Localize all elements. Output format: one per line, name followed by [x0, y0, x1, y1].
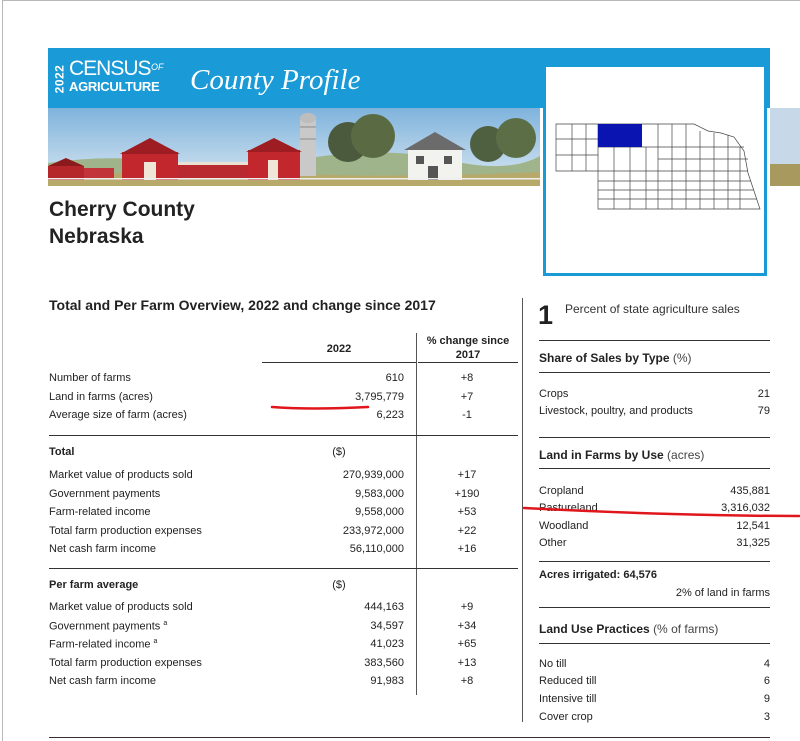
list-item: Livestock, poultry, and products 79 — [539, 405, 770, 417]
section-rule — [49, 435, 518, 436]
table-section-header: Per farm average ($) — [49, 579, 346, 591]
irrigated-percent: 2% of land in farms — [675, 587, 770, 599]
page-border-top — [2, 0, 800, 1]
list-item: No till 4 — [539, 658, 770, 670]
section-rule — [49, 568, 518, 569]
list-item: Other 31,325 — [539, 537, 770, 549]
cherry-county-highlight — [598, 124, 642, 147]
table-row: Land in farms (acres) 3,795,779 +7 — [49, 391, 474, 403]
county-title — [49, 196, 195, 250]
table-section-header: Total ($) — [49, 446, 346, 458]
table-row: Market value of products sold 270,939,000 +17 — [49, 469, 477, 481]
land-use-title: Land in Farms by Use (acres) — [539, 448, 705, 462]
table-row: Farm-related income 9,558,000 +53 — [49, 506, 477, 518]
header-rule — [418, 362, 518, 363]
footnote-mark: a — [153, 638, 158, 645]
footnote-mark: a — [163, 620, 168, 627]
overview-title: Total and Per Farm Overview, 2022 and change since 2017 — [49, 297, 436, 313]
state-rank-label: Percent of state agriculture sales — [565, 302, 740, 316]
column-header-change: % change since 2017 — [426, 335, 510, 361]
table-row: Government payments 9,583,000 +190 — [49, 488, 480, 500]
table-row: Net cash farm income 56,110,000 +16 — [49, 543, 477, 555]
red-underline-annotation — [270, 404, 370, 412]
header-rule — [262, 362, 416, 363]
table-row: Net cash farm income 91,983 +8 — [49, 675, 474, 687]
census-logo-word: CENSUS — [69, 57, 151, 80]
farm-photo — [48, 108, 540, 186]
table-row: Farm-related income $^a$ 41,023 +65 — [49, 638, 477, 651]
county-name: Cherry County — [49, 198, 195, 221]
list-item: Cropland 435,881 — [539, 485, 770, 497]
column-header-year: 2022 — [326, 343, 352, 355]
state-name: Nebraska — [49, 225, 144, 248]
state-rank: 1 — [538, 300, 554, 330]
census-logo-agriculture: AGRICULTURE — [69, 79, 160, 94]
section-rule — [539, 437, 770, 438]
table-row: Government payments $^a$ 34,597 +34 — [49, 620, 477, 633]
census-logo-of: OF — [151, 62, 164, 72]
table-row: Total farm production expenses 233,972,000 +22 — [49, 525, 477, 537]
acres-irrigated: Acres irrigated: 64,576 — [539, 569, 658, 581]
county-profile-title: County Profile — [190, 64, 361, 96]
list-item: Woodland 12,541 — [539, 520, 770, 532]
table-row: Number of farms 610 +8 — [49, 372, 474, 384]
red-underline-annotation — [522, 502, 800, 524]
list-item: Crops 21 — [539, 388, 770, 400]
section-rule — [539, 372, 770, 373]
list-item: Intensive till 9 — [539, 693, 770, 705]
land-practices-title: Land Use Practices (% of farms) — [539, 622, 719, 636]
list-item: Reduced till 6 — [539, 675, 770, 687]
census-year: 2022 — [52, 64, 67, 94]
table-row: Total farm production expenses 383,560 +13 — [49, 657, 477, 669]
section-rule — [539, 561, 770, 562]
table-row: Average size of farm (acres) 6,223 -1 — [49, 409, 472, 421]
section-rule — [539, 607, 770, 608]
sales-by-type-title: Share of Sales by Type (%) — [539, 351, 692, 365]
page-border-left — [2, 0, 3, 741]
section-rule — [539, 468, 770, 469]
list-item: Cover crop 3 — [539, 711, 770, 723]
list-item: Pastureland 3,316,032 — [539, 502, 770, 514]
section-rule — [539, 643, 770, 644]
table-row: Market value of products sold 444,163 +9 — [49, 601, 474, 613]
state-map — [543, 64, 767, 276]
footer-rule — [49, 737, 770, 738]
section-rule — [539, 340, 770, 341]
farm-photo-edge — [770, 108, 800, 186]
